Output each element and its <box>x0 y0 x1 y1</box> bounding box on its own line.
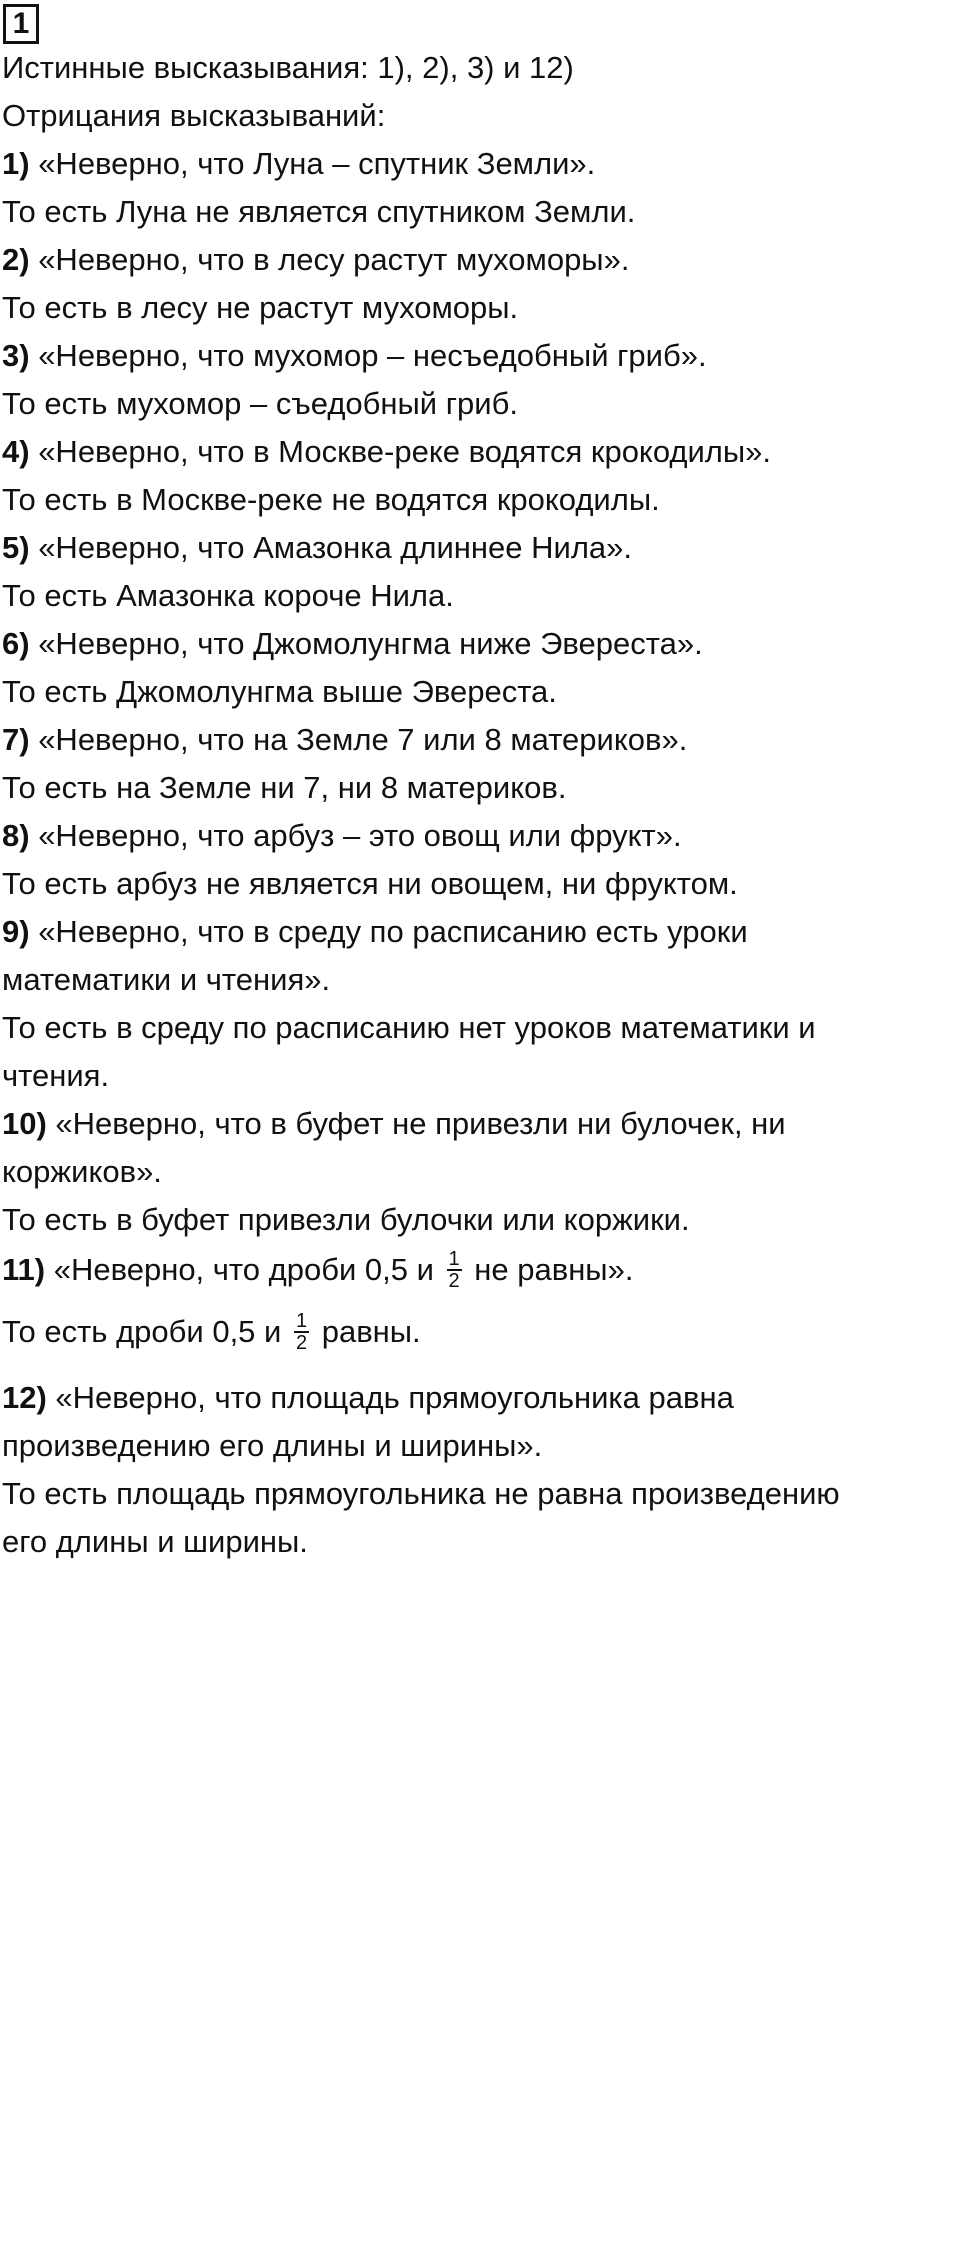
negation-item-12-continued: произведению его длины и ширины». <box>2 1428 543 1463</box>
meaning-item-6: То есть Джомолунгма выше Эвереста. <box>2 674 557 709</box>
negation-item-10-continued: коржиков». <box>2 1154 162 1189</box>
negation-item-2 <box>2 240 629 280</box>
meaning-item-12-continued: его длины и ширины. <box>2 1524 308 1559</box>
negation-text-end: не равны». <box>465 1252 634 1287</box>
negation-item-11 <box>2 1247 634 1293</box>
negation-item-4 <box>2 432 771 472</box>
meaning-item-12: То есть площадь прямоугольника не равна произведению <box>2 1476 840 1511</box>
item-number: 2) <box>2 242 30 277</box>
negations-title: Отрицания высказываний: <box>2 98 386 133</box>
negation-item-10 <box>2 1104 786 1144</box>
item-number: 8) <box>2 818 30 853</box>
meaning-item-2: То есть в лесу не растут мухоморы. <box>2 290 519 325</box>
meaning-item-3: То есть мухомор – съедобный гриб. <box>2 386 518 421</box>
negation-item-3 <box>2 336 707 376</box>
meaning-item-1: То есть Луна не является спутником Земли. <box>2 194 636 229</box>
item-number: 6) <box>2 626 30 661</box>
meaning-item-9: То есть в среду по расписанию нет уроков математики и <box>2 1010 816 1045</box>
negation-item-6 <box>2 624 703 664</box>
negation-text: «Неверно, что дроби 0,5 и <box>45 1252 443 1287</box>
meaning-item-9-continued: чтения. <box>2 1058 110 1093</box>
negation-text: «Неверно, что арбуз – это овощ или фрукт». <box>29 818 682 853</box>
fraction-numerator: 1 <box>448 1247 460 1270</box>
item-number: 5) <box>2 530 30 565</box>
meaning-text-end: равны. <box>313 1314 421 1349</box>
negation-item-9 <box>2 912 748 952</box>
fraction-denominator: 2 <box>448 1269 460 1292</box>
negation-text: «Неверно, что в Москве-реке водятся крокодилы». <box>29 434 772 469</box>
item-number: 10) <box>2 1106 47 1141</box>
task-number-box: 1 <box>3 4 39 44</box>
negation-text: «Неверно, что мухомор – несъедобный гриб». <box>29 338 707 373</box>
item-number: 11) <box>2 1252 46 1287</box>
item-number: 9) <box>2 914 30 949</box>
fraction-one-half <box>447 1249 462 1291</box>
true-statements-line: Истинные высказывания: 1), 2), 3) и 12) <box>2 50 574 85</box>
meaning-item-8: То есть арбуз не является ни овощем, ни фруктом. <box>2 866 738 901</box>
negation-text: «Неверно, что Амазонка длиннее Нила». <box>29 530 633 565</box>
meaning-item-10: То есть в буфет привезли булочки или коржики. <box>2 1202 690 1237</box>
negation-text: «Неверно, что площадь прямоугольника равна <box>46 1380 734 1415</box>
negation-item-8 <box>2 816 682 856</box>
fraction-one-half <box>294 1311 309 1353</box>
meaning-text: То есть дроби 0,5 и <box>2 1314 290 1349</box>
negation-item-7 <box>2 720 687 760</box>
item-number: 3) <box>2 338 30 373</box>
negation-text: «Неверно, что на Земле 7 или 8 материков». <box>29 722 688 757</box>
negation-item-12 <box>2 1378 734 1418</box>
fraction-numerator: 1 <box>295 1309 308 1332</box>
negation-item-5 <box>2 528 632 568</box>
negation-text: «Неверно, что в среду по расписанию есть уроки <box>29 914 748 949</box>
negation-text: «Неверно, что Джомолунгма ниже Эвереста». <box>29 626 703 661</box>
item-number: 12) <box>2 1380 47 1415</box>
negation-item-1 <box>2 144 595 184</box>
fraction-denominator: 2 <box>295 1331 308 1354</box>
item-number: 1) <box>2 146 30 181</box>
negation-item-9-continued: математики и чтения». <box>2 962 331 997</box>
meaning-item-7: То есть на Земле ни 7, ни 8 материков. <box>2 770 567 805</box>
meaning-item-5: То есть Амазонка короче Нила. <box>2 578 454 613</box>
meaning-item-4: То есть в Москве-реке не водятся крокодилы. <box>2 482 660 517</box>
item-number: 7) <box>2 722 30 757</box>
item-number: 4) <box>2 434 30 469</box>
negation-text: «Неверно, что в буфет не привезли ни булочек, ни <box>46 1106 786 1141</box>
meaning-item-11 <box>2 1309 421 1355</box>
negation-text: «Неверно, что Луна – спутник Земли». <box>29 146 596 181</box>
negation-text: «Неверно, что в лесу растут мухоморы». <box>29 242 630 277</box>
